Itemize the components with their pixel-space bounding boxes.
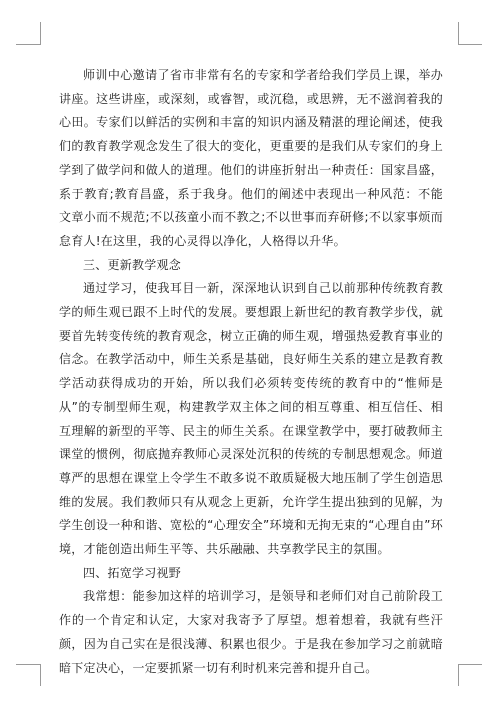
paragraph-lectures: 师训中心邀请了省市非常有名的专家和学者给我们学员上课，举办讲座。这些讲座，或深刻，或睿智，或沉稳，或思辨，无不滋润着我的心田。专家们以鲜活的实例和丰富的知识内涵及精湛的理论阐述，使我们的教育教学观念发生了很大的变化，更重要的是我们从专家们的身上学到了做学问和做人的道理。他们的讲座折射出一种责任：国家昌盛，系于教育;教育昌盛，系于我身。他们的阐述中表现出一种风范：不能文章小而不规范;不以孩童小而不教之;不以世事而弃研修;不以家事烦而怠育人!在这里，我的心灵得以净化，人格得以升华。 xyxy=(59,68,443,248)
crop-mark-top-left xyxy=(16,44,40,45)
section-heading-update-concepts: 三、更新教学观念 xyxy=(83,257,182,272)
section-heading-broaden-vision: 四、拓宽学习视野 xyxy=(83,565,182,580)
crop-mark-bottom-left xyxy=(16,664,40,665)
crop-mark-top-left xyxy=(40,22,41,45)
crop-mark-top-right xyxy=(458,22,459,45)
crop-mark-top-right xyxy=(458,44,482,45)
crop-mark-bottom-left xyxy=(40,664,41,686)
document-body xyxy=(59,64,443,680)
crop-mark-bottom-right xyxy=(458,664,459,686)
paragraph-teacher-student-relationship: 通过学习，使我耳目一新，深深地认识到自己以前那种传统教育教学的师生观已跟不上时代的发展。要想跟上新世纪的教育教学步伐，就要首先转变传统的教育观念，树立正确的师生观，增强热爱教育事业的信念。在教学活动中，师生关系是基础，良好师生关系的建立是教育教学活动获得成功的开始，所以我们必须转变传统的教育中的“惟师是从”的专制型师生观，构建教学双主体之间的相互尊重、相互信任、相互理解的新型的平等、民主的师生关系。在课堂教学中，要打破教师主课堂的惯例，彻底抛弃教师心灵深处沉积的传统的专制思想观念。师道尊严的思想在课堂上令学生不敢多说不敢质疑极大地压制了学生创造思维的发展。我们教师只有从观念上更新，允许学生提出独到的见解，为学生创设一种和谐、宽松的“心理安全”环境和无拘无束的“心理自由”环境，才能创造出师生平等、共乐融融、共享教学民主的氛围。 xyxy=(59,281,443,557)
crop-mark-bottom-right xyxy=(458,664,482,665)
paragraph-self-improvement: 我常想：能参加这样的培训学习，是领导和老师们对自己前阶段工作的一个肯定和认定，大家对我寄予了厚望。想着想着，我就有些汗颜，因为自己实在是很浅薄、积累也很少。于是我在参加学习之前就暗暗下定决心，一定要抓紧一切有利时机来完善和提升自己。 xyxy=(59,589,443,675)
